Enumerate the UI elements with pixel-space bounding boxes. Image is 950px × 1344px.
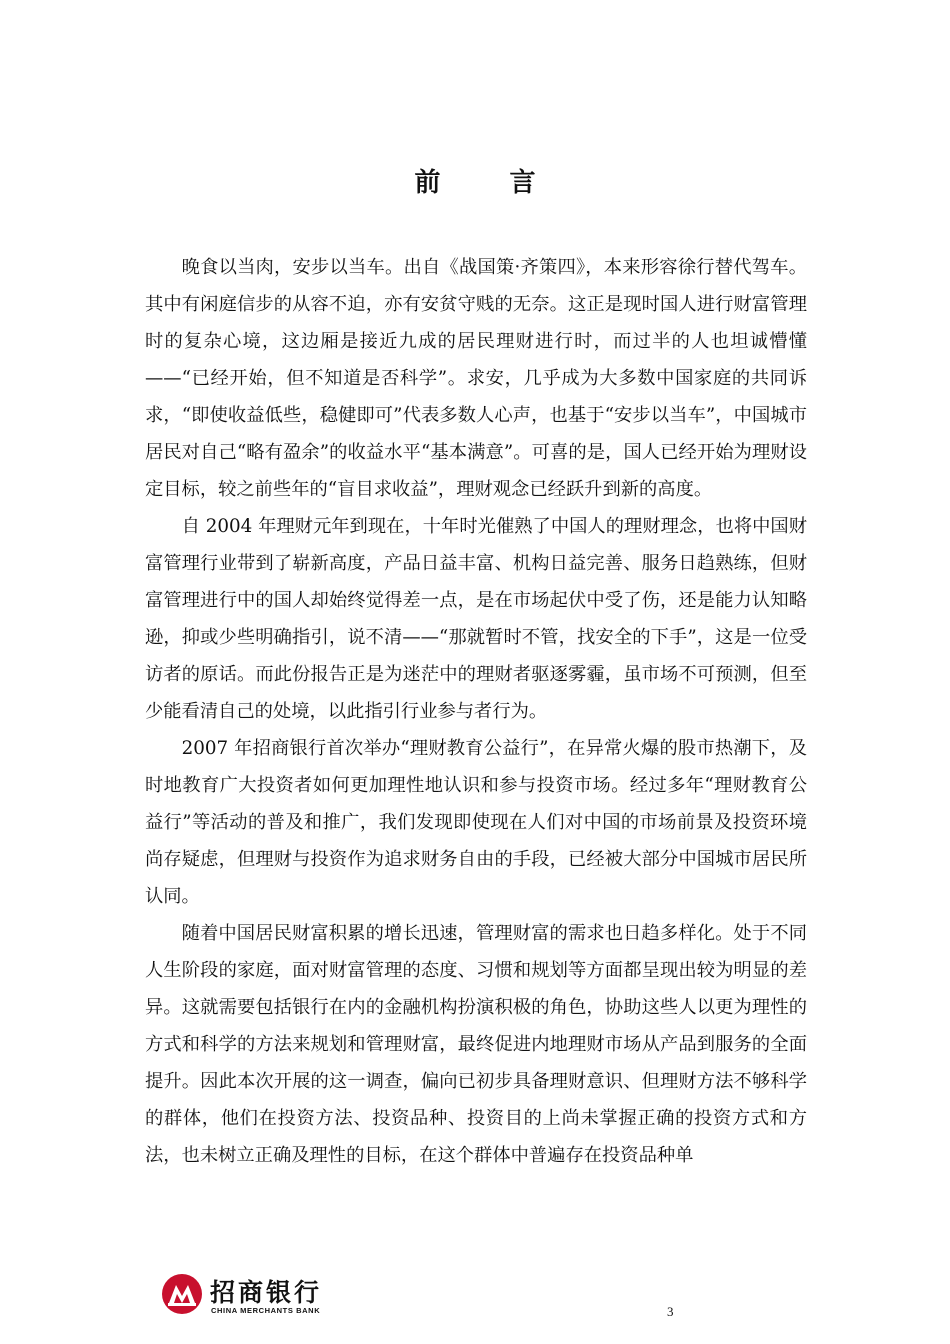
cmb-logo-icon <box>160 1272 204 1316</box>
page-number: 3 <box>667 1304 674 1319</box>
bank-logo <box>160 1270 360 1322</box>
logo-chinese-name: 招商银行 <box>210 1278 323 1307</box>
paragraph-3: 2007 年招商银行首次举办“理财教育公益行”，在异常火爆的股市热潮下，及时地教育广大投资者如何更加理性地认识和参与投资市场。经过多年“理财教育公益行”等活动的普及和推广，我们发现即使现在人们对中国的市场前景及投资环境尚存疑虑，但理财与投资作为追求财务自由的手段，已经被大部分中国城市居民所认同。 <box>145 738 807 907</box>
page-title: 前 言 <box>414 168 566 198</box>
paragraph-4: 随着中国居民财富积累的增长迅速，管理财富的需求也日趋多样化。处于不同人生阶段的家庭，面对财富管理的态度、习惯和规划等方面都呈现出较为明显的差异。这就需要包括银行在内的金融机构扮演积极的角色，协助这些人以更为理性的方式和科学的方法来规划和管理财富，最终促进内地理财市场从产品到服务的全面提升。因此本次开展的这一调查，偏向已初步具备理财意识、但理财方法不够科学的群体，他们在投资方法、投资品种、投资目的上尚未掌握正确的投资方式和方法，也未树立正确及理性的目标，在这个群体中普遍存在投资品种单 <box>145 923 807 1166</box>
logo-english-name: CHINA MERCHANTS BANK <box>211 1306 321 1315</box>
paragraph-1: 晚食以当肉，安步以当车。出自《战国策·齐策四》，本来形容徐行替代驾车。其中有闲庭信步的从容不迫，亦有安贫守贱的无奈。这正是现时国人进行财富管理时的复杂心境，这边厢是接近九成的居民理财进行时，而过半的人也坦诚懵懂——“已经开始，但不知道是否科学”。求安，几乎成为大多数中国家庭的共同诉求，“即使收益低些，稳健即可”代表多数人心声，也基于“安步以当车”，中国城市居民对自己“略有盈余”的收益水平“基本满意”。可喜的是，国人已经开始为理财设定目标，较之前些年的“盲目求收益”，理财观念已经跃升到新的高度。 <box>145 257 807 500</box>
paragraph-2: 自 2004 年理财元年到现在，十年时光催熟了中国人的理财理念，也将中国财富管理行业带到了崭新高度，产品日益丰富、机构日益完善、服务日趋熟练，但财富管理进行中的国人却始终觉得差一点，是在市场起伏中受了伤，还是能力认知略逊，抑或少些明确指引，说不清——“那就暂时不管，找安全的下手”，这是一位受访者的原话。而此份报告正是为迷茫中的理财者驱逐雾霾，虽市场不可预测，但至少能看清自己的处境，以此指引行业参与者行为。 <box>145 516 807 722</box>
body-text <box>145 249 807 1174</box>
